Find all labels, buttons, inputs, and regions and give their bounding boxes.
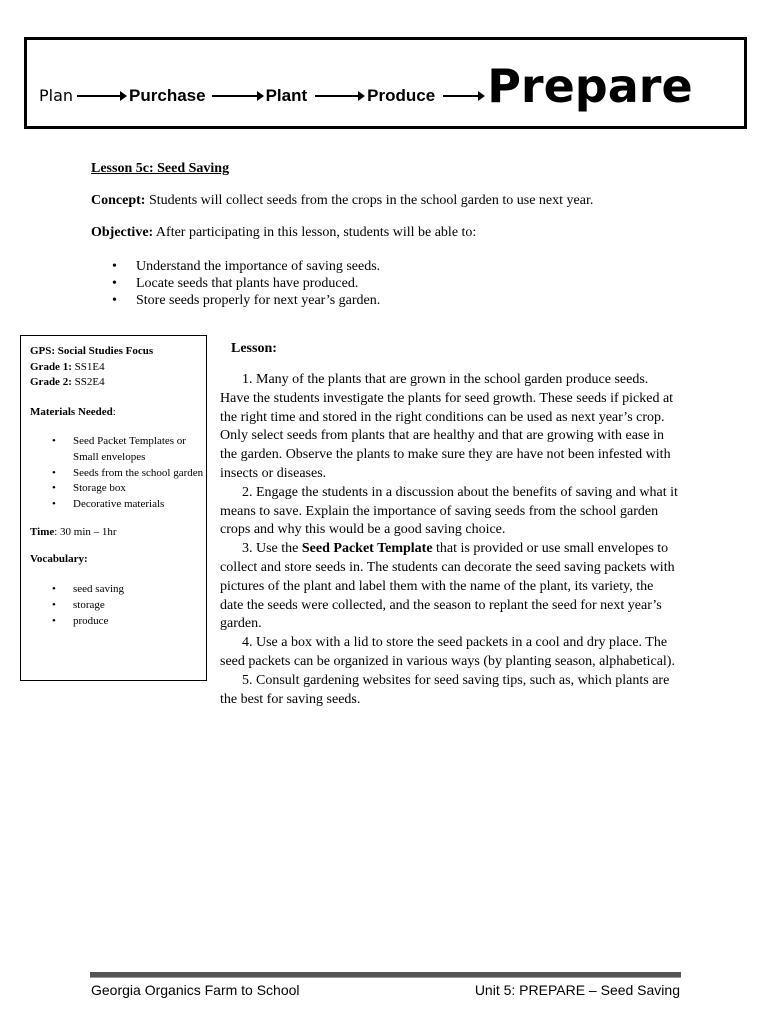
step-3-text-a: 3. Use the [242, 541, 302, 557]
objectives-list [110, 258, 380, 309]
list-item: • seed saving [52, 582, 206, 598]
grade-1 [30, 360, 206, 376]
materials-label: Materials Needed [30, 405, 113, 418]
lesson-step-4: 4. Use a box with a lid to store the seed packets in a cool and dry place. The seed packets can be organized in various ways (by planting season, alphabetical). [220, 635, 675, 669]
time-label: Time [30, 525, 55, 538]
header-banner [24, 37, 747, 129]
arrow-right-icon [77, 95, 125, 97]
time-value: : 30 min – 1hr [54, 525, 117, 538]
step-prepare: Prepare [487, 59, 693, 113]
step-3-text-b: that is provided or use small envelopes to collect and store seeds in. The students can decorate the seed saving packets with pictures of the plant and label them with the name of the plant, its variety, the date the seeds were collected, and the season to replant the seed for next year’s garden. [220, 541, 675, 632]
materials-list [30, 434, 206, 513]
step-produce: Produce [367, 86, 436, 105]
arrow-right-icon [315, 95, 363, 97]
step-plan: Plan [39, 86, 74, 105]
concept-line [91, 193, 593, 209]
arrow-right-icon [443, 95, 483, 97]
lesson-heading: Lesson: [231, 341, 277, 356]
step-plant: Plant [265, 86, 308, 105]
list-item: • Seeds from the school garden [52, 466, 206, 482]
footer-right: Unit 5: PREPARE – Seed Saving [474, 982, 680, 998]
lesson-title: Lesson 5c: Seed Saving [91, 161, 230, 176]
objective-line [91, 225, 476, 241]
lesson-step-1: 1. Many of the plants that are grown in the school garden produce seeds. Have the students investigate the plants for seed growth. These seeds if picked at the right time and stored in the right conditions can be used as next year’s crop. Only select seeds from plants that are healthy and that are growing with ease in the garden. Observe the plants to make sure they are have not been infested with insects or diseases. [220, 372, 674, 481]
materials-heading [30, 405, 206, 421]
grade-2-label: Grade 2: [30, 376, 72, 388]
concept-label: Concept: [91, 193, 146, 208]
lesson-step-5: 5. Consult gardening websites for seed saving tips, such as, which plants are the best for saving seeds. [220, 672, 670, 707]
list-item: • Decorative materials [52, 497, 206, 513]
grade-2 [30, 375, 206, 391]
sidebar-info-box [20, 335, 207, 681]
lesson-step-2: 2. Engage the students in a discussion about the benefits of saving and what it means to save. Explain the importance of saving seeds from the school garden crops and why this would be a good saving choice. [220, 484, 678, 538]
process-flow [39, 59, 693, 113]
lesson-step-3 [220, 540, 680, 634]
materials-colon: : [112, 405, 116, 418]
grade-1-label: Grade 1: [30, 360, 72, 373]
list-item: • Seed Packet Templates or Small envelopes [52, 434, 206, 466]
vocabulary-heading: Vocabulary: [30, 553, 88, 566]
objective-text: After participating in this lesson, students will be able to: [153, 225, 477, 240]
list-item: • Locate seeds that plants have produced. [110, 275, 380, 292]
list-item: • produce [52, 614, 206, 630]
seed-packet-template-ref: Seed Packet Template [301, 541, 433, 557]
grade-1-value: SS1E4 [71, 360, 105, 373]
list-item: • Understand the importance of saving seeds. [110, 258, 380, 275]
vocabulary-list [30, 582, 206, 629]
gps-focus: GPS: Social Studies Focus [30, 345, 154, 357]
time-line [30, 525, 206, 541]
list-item: • storage [52, 598, 206, 614]
arrow-right-icon [212, 95, 262, 97]
footer-divider [90, 972, 681, 978]
list-item: • Storage box [52, 481, 206, 497]
lesson-body [220, 371, 680, 709]
objective-label: Objective: [91, 225, 154, 240]
concept-text: Students will collect seeds from the crops in the school garden to use next year. [145, 193, 594, 208]
grade-2-value: SS2E4 [71, 376, 105, 388]
list-item: • Store seeds properly for next year’s garden. [110, 292, 380, 309]
footer-left: Georgia Organics Farm to School [91, 982, 300, 998]
step-purchase: Purchase [129, 86, 206, 105]
